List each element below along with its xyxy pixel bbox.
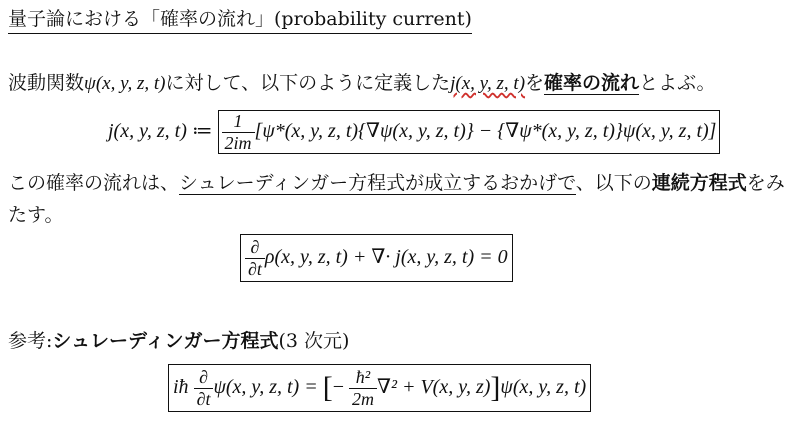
ref-prefix: 参考:: [8, 330, 53, 352]
schrodinger-term: シュレーディンガー方程式: [52, 330, 279, 352]
eq2-box: [240, 234, 513, 282]
eq2-fraction: [245, 237, 265, 279]
line2-mid: 、以下の: [575, 172, 652, 194]
continuity-intro-line: [8, 168, 785, 195]
eq1-frac-den: 2im: [222, 132, 255, 154]
eq2-frac-den: ∂t: [245, 258, 265, 280]
eq1-lhs: j(x, y, z, t) ≔: [108, 119, 213, 142]
line1-prefix: 波動関数: [8, 72, 85, 94]
eq2-frac-num: ∂: [250, 237, 260, 257]
reference-line: [8, 326, 349, 353]
eq2-rest: ρ(x, y, z, t) + ∇· j(x, y, z, t) = 0: [264, 245, 508, 268]
ref-suffix: (3 次元): [278, 330, 350, 352]
left-bracket: [: [322, 371, 333, 405]
continuity-equation: [240, 234, 513, 282]
current-definition-equation: [108, 110, 720, 154]
line2-prefix: この確率の流れは、: [8, 172, 180, 194]
line1-wo: を: [525, 72, 545, 94]
line1-suffix: とよぶ。: [639, 72, 716, 94]
line2-suffix: をみ: [746, 172, 785, 194]
eq3-lhs-prefix: iħ: [173, 375, 189, 398]
eq3-fraction: [349, 367, 377, 409]
eq3-lhs-rest: ψ(x, y, z, t) =: [213, 375, 318, 398]
eq1-box: [218, 110, 721, 154]
current-symbol: j(x, y, z, t): [450, 73, 526, 94]
eq3-frac-den: 2m: [349, 388, 377, 410]
eq3-lhs-frac-den: ∂t: [194, 388, 214, 410]
schrodinger-equation: [168, 364, 591, 412]
eq1-frac-num: 1: [233, 111, 243, 131]
eq3-minus: −: [332, 375, 344, 398]
line1-mid: に対して、以下のように定義した: [165, 72, 451, 94]
probability-current-term: 確率の流れ: [544, 72, 640, 94]
continuity-term: 連続方程式: [651, 172, 747, 194]
page-title: 量子論における「確率の流れ」(probability current): [8, 4, 472, 34]
eq3-box: [168, 364, 591, 412]
schrodinger-condition: シュレーディンガー方程式が成立するおかげで: [179, 172, 576, 194]
eq1-fraction: [222, 111, 255, 153]
definition-line: [8, 68, 715, 95]
continuity-intro-cont: たす。: [8, 204, 64, 226]
wavefunction-symbol: ψ(x, y, z, t): [84, 73, 166, 94]
eq3-lhs-fraction: [194, 367, 214, 409]
eq3-rhs: ψ(x, y, z, t): [500, 375, 587, 398]
eq3-op-rest: ∇² + V(x, y, z): [376, 375, 491, 398]
eq3-frac-num: ħ²: [355, 367, 371, 387]
right-bracket: ]: [490, 371, 501, 405]
eq1-body: [ψ*(x, y, z, t){∇ψ(x, y, z, t)} − {∇ψ*(x, y, z, t)}ψ(x, y, z, t)]: [254, 119, 717, 142]
eq3-lhs-frac-num: ∂: [199, 367, 208, 387]
